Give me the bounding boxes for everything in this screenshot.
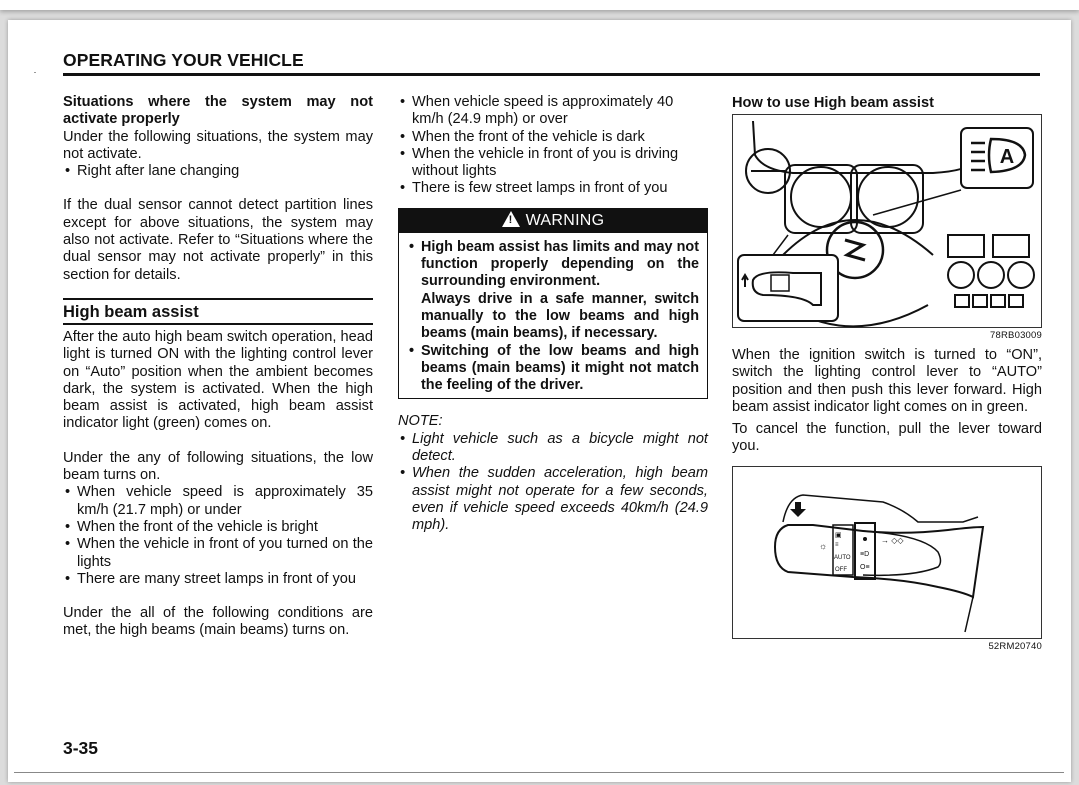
low-beam-list [63,484,373,588]
suzuki-logo [845,240,865,260]
center-vent-right [993,235,1029,257]
cancel-paragraph: To cancel the function, pull the lever toward you. [732,421,1042,455]
lever-label-off: OFF [835,566,847,573]
warning-triangle-icon: ! [502,211,520,227]
list-item: • Right after lane changing [63,163,373,180]
list-item: • When vehicle speed is approximately 40 km/h (24.9 mph) or over [398,94,708,129]
how-to-title: How to use High beam assist [732,95,934,111]
high-beam-assist-indicator-callout [961,128,1033,188]
warning-item [407,239,699,343]
column-2 [398,94,708,535]
figure-code: 78RB03009 [990,330,1042,341]
instruction-paragraph: When the ignition switch is turned to “ON”, switch the lighting control lever to “AUTO” position and then push this lever forward. High beam assist indicator light comes on in green. [732,347,1042,415]
fog-light-icon: → ◇◇ [881,535,904,545]
section-title: OPERATING YOUR VEHICLE [63,50,304,70]
high-beam-conditions-list [398,94,708,198]
lighting-lever-illustration [733,467,1043,640]
warning-label: WARNING [525,211,605,229]
headlight-icon: ▣ [835,531,842,539]
svg-text:≡D: ≡D [860,550,870,558]
situations-intro: Under the following situations, the system may not activate. [63,128,373,162]
lever-body [775,525,983,597]
warning-header [399,209,707,233]
figure-code: 52RM20740 [988,640,1042,652]
lever-figure [732,466,1042,639]
list-item: • When the front of the vehicle is bright [63,519,373,536]
column-3 [732,94,1042,653]
gauge-right [858,167,918,227]
list-item: • When the front of the vehicle is dark [398,129,708,146]
high-beam-assist-heading: High beam assist [63,298,373,325]
gauge-left [791,167,851,227]
warning-item-text: High beam assist has limits and may not function properly depending on the surrounding environment. [421,238,699,290]
situations-list [63,163,373,180]
dashboard-illustration [733,115,1043,329]
center-vent-left [948,235,984,257]
warning-item-text: Always drive in a safe manner, switch manually to the low beams and high beams (main beams), if necessary. [421,290,699,342]
push-forward-arrow-icon [790,502,806,517]
indicator-letter: A [999,146,1015,168]
light-icon: ☼ [819,540,828,551]
note-label: NOTE: [398,413,443,430]
lever-callout [738,235,838,321]
parking-light-icon: ≡ [835,541,839,548]
list-item: • There are many street lamps in front of you [63,571,373,588]
high-beam-assist-paragraph: After the auto high beam switch operation, head light is turned ON with the lighting control lever on “Auto” position when the ambient becomes dark, the system is activated. When the high beam assist is activated, high beam assist indicator light (green) comes on. [63,328,373,432]
manual-page [8,20,1071,782]
dual-sensor-paragraph: If the dual sensor cannot detect partition lines except for above situations, the system may also not activate. Refer to “Situations where the dual sensor may not activate properly” in this section for details. [63,197,373,283]
previous-page-edge [0,0,1079,10]
margin-mark [34,72,36,73]
list-item: • When the vehicle in front of you is driving without lights [398,146,708,181]
header-rule [63,73,1040,76]
column-1 [63,94,373,640]
list-item: • There is few street lamps in front of you [398,180,708,197]
note-item: • When the sudden acceleration, high beam assist might not operate for a few seconds, even if vehicle speed exceeds 40km/h (24.9 mph). [398,465,708,534]
list-item: • When vehicle speed is approximately 35 km/h (21.7 mph) or under [63,484,373,519]
lever-label-auto: AUTO [834,554,851,561]
list-item: • When the vehicle in front of you turned on the lights [63,536,373,571]
high-beam-intro: Under the all of the following conditions are met, the high beams (main beams) turns on. [63,605,373,639]
low-beam-intro: Under the any of following situations, the low beam turns on. [63,449,373,484]
footer-rule [14,772,1064,773]
warning-body [399,233,707,399]
note-item: • Light vehicle such as a bicycle might not detect. [398,431,708,466]
svg-text:O≡: O≡ [860,563,870,571]
dashboard-figure [732,114,1042,328]
warning-box [398,208,708,400]
page-number: 3-35 [63,738,99,758]
situations-title: Situations where the system may not activate properly [63,94,373,128]
note-list [398,431,708,535]
warning-item: • Switching of the low beams and high beams (main beams) it might not match the feeling of the driver. [407,343,699,395]
